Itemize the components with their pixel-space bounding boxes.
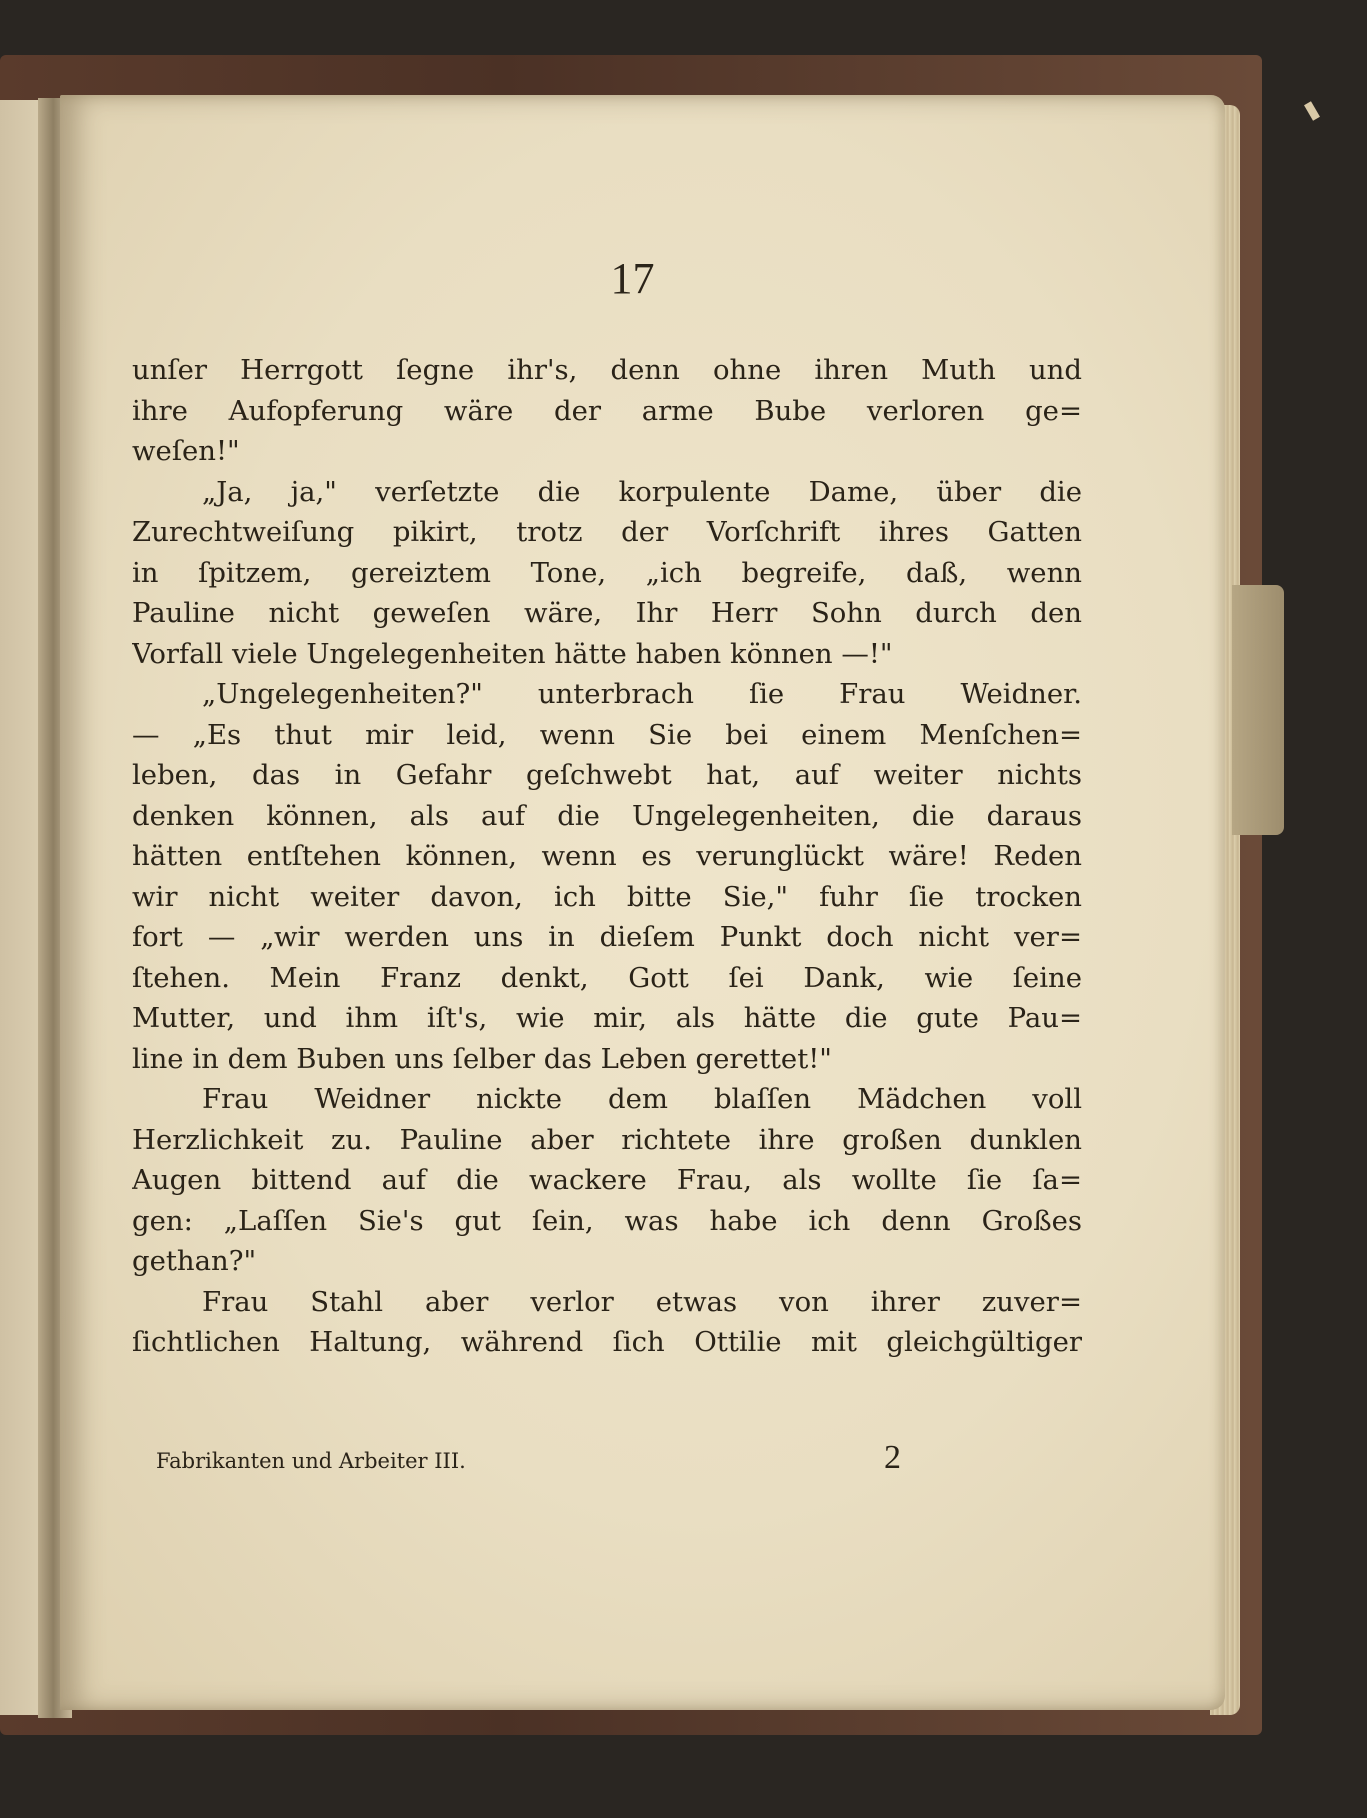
sheet-number: 2 [884, 1439, 901, 1476]
book-page [60, 95, 1225, 1710]
text-line: Mutter, und ihm iſt's, wie mir, als hätte die gute Pau= [132, 1002, 1082, 1034]
text-line: leben, das in Gefahr geſchwebt hat, auf weiter nichts [132, 759, 1082, 791]
text-line: Frau Weidner nickte dem blaſſen Mädchen voll [202, 1083, 1082, 1115]
text-line: ſichtlichen Haltung, während ſich Ottilie mit gleichgültiger [132, 1326, 1082, 1358]
paper-fragment [1304, 101, 1320, 121]
text-line: „Ja, ja," verſetzte die korpulente Dame, über die [202, 475, 1082, 508]
text-line: unſer Herrgott ſegne ihr's, denn ohne ihren Muth und [132, 354, 1082, 386]
body-text [132, 350, 1082, 1363]
text-line: Pauline nicht geweſen wäre, Ihr Herr Sohn durch den [132, 597, 1082, 629]
page-number: 17 [610, 254, 655, 303]
text-line: „Ungelegenheiten?" unterbrach ſie Frau Weidner. [202, 678, 1082, 710]
text-line: wir nicht weiter davon, ich bitte Sie," fuhr ſie trocken [132, 880, 1082, 913]
text-line: Augen bittend auf die wackere Frau, als wollte ſie ſa= [132, 1164, 1082, 1196]
text-line: in ſpitzem, gereiztem Tone, „ich begreife, daß, wenn [132, 556, 1082, 589]
text-line: gethan?" [132, 1245, 257, 1277]
text-line: denken können, als auf die Ungelegenheiten, die daraus [132, 799, 1082, 832]
text-line: ihre Aufopferung wäre der arme Bube verloren ge= [132, 394, 1082, 427]
text-line: — „Es thut mir leid, wenn Sie bei einem Menſchen= [132, 718, 1082, 751]
page-tab [1232, 585, 1284, 835]
text-line: Frau Stahl aber verlor etwas von ihrer zuver= [202, 1285, 1082, 1318]
text-line: line in dem Buben uns ſelber das Leben gerettet!" [132, 1042, 832, 1075]
signature-note: Fabrikanten und Arbeiter III. [156, 1449, 466, 1473]
text-line: Zurechtweiſung pikirt, trotz der Vorſchrift ihres Gatten [132, 516, 1082, 548]
text-line: weſen!" [132, 435, 240, 467]
text-line: ſtehen. Mein Franz denkt, Gott ſei Dank, wie ſeine [132, 961, 1082, 994]
text-line: Vorfall viele Ungelegenheiten hätte haben können —!" [132, 637, 893, 670]
text-line: Herzlichkeit zu. Pauline aber richtete ihre großen dunklen [132, 1123, 1082, 1156]
text-line: fort — „wir werden uns in dieſem Punkt doch nicht ver= [132, 921, 1082, 953]
text-line: hätten entſtehen können, wenn es verunglückt wäre! Reden [132, 840, 1082, 872]
text-line: gen: „Laſſen Sie's gut ſein, was habe ich denn Großes [132, 1204, 1082, 1237]
